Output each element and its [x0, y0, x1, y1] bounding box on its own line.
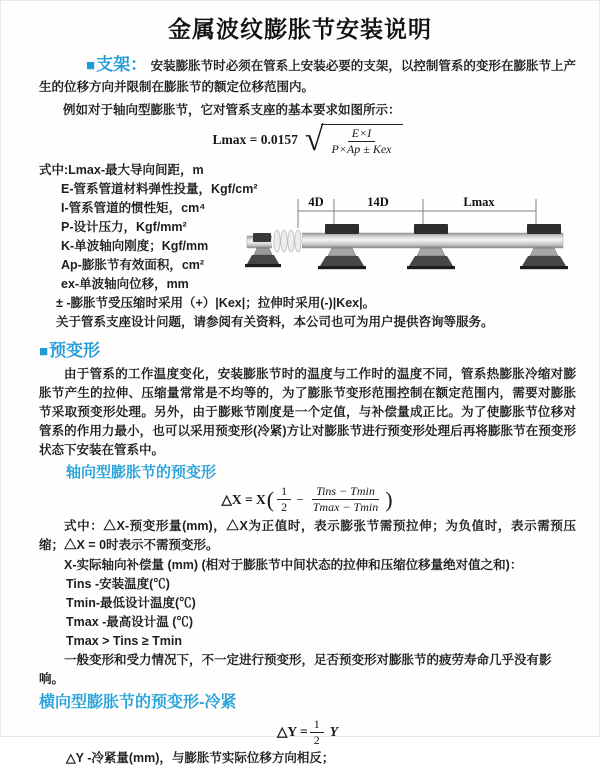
support-heading-label: 支架：: [96, 55, 148, 74]
half-denominator: 2: [313, 732, 320, 747]
temperature-fraction: [309, 485, 382, 514]
service-note: 关于管系支座设计问题，请参阅有关资料，本公司也可为用户提供咨询等服务。: [56, 315, 494, 329]
lmax-formula-lhs: Lmax = 0.0157: [212, 131, 298, 147]
support-intro-text: 安装膨胀节时必须在管系上安装必要的支架，以控制管系的变形在膨胀节上产生的位移方向并限制在膨胀节的额定位移范围内。: [39, 59, 577, 94]
sqrt-radical-icon: √: [304, 120, 324, 158]
lateral-formula-rhs: Y: [329, 724, 338, 739]
lateral-predeform-formula: [39, 718, 576, 746]
predeform-heading-label: 预变形: [49, 340, 101, 360]
pipe-support-diagram: [251, 191, 599, 283]
half-denominator: 2: [281, 500, 288, 514]
minus-sign: −: [296, 491, 304, 507]
half-numerator: 1: [277, 485, 291, 500]
definition-item: ex-单波轴向位移，mm: [61, 276, 189, 291]
open-paren: (: [266, 486, 275, 512]
lateral-formula-lhs: △Y =: [277, 724, 308, 739]
section-square-icon: ■: [86, 57, 96, 74]
temp-definition-item: Tmax -最高设计温 (℃): [66, 615, 194, 629]
definition-item: K-单波轴向刚度；Kgf/mm: [61, 238, 209, 253]
dim-label-4d: 4D: [308, 194, 324, 209]
document-content: [1, 54, 599, 768]
definitions-and-diagram: [39, 161, 576, 294]
axial-general-note: 一般变形和受力情况下，不一定进行预变形，足否预变形对膨胀节的疲劳寿命几乎没有影响。: [39, 653, 552, 686]
sqrt-box: [321, 124, 403, 156]
half-numerator: 1: [310, 718, 324, 733]
axial-predeform-subheading: 轴向型膨胀节的预变形: [66, 463, 217, 481]
plus-minus-note: ± -膨胀节受压缩时采用（+）|Kex|；拉伸时采用(-)|Kex|。: [56, 295, 376, 310]
temperature-numerator: Tins − Tmin: [312, 485, 379, 500]
temp-definition-item: Tmin-最低设计温度(℃): [66, 596, 196, 610]
definition-item: Ap-膨胀节有效面积，cm²: [61, 257, 205, 272]
temperature-denominator: Tmax − Tmin: [312, 500, 379, 514]
temp-definition-item: Tmax > Tins ≥ Tmin: [66, 634, 183, 648]
temp-definition-item: Tins -安装温度(℃): [66, 577, 170, 591]
axial-formula-lhs: △X = X: [221, 491, 266, 507]
section-square-icon: ■: [39, 342, 49, 360]
lmax-formula: [39, 120, 576, 158]
support-intro-paragraph: [39, 54, 576, 98]
definition-item: 式中:Lmax-最大导向间距，m: [39, 162, 204, 177]
lmax-fraction: [328, 127, 396, 156]
lateral-note: △Y -冷紧量(mm)，与膨胀节实际位移方向相反；: [66, 751, 335, 765]
dim-label-lmax: Lmax: [463, 194, 495, 209]
page-title: 金属波纹膨胀节安装说明: [168, 16, 432, 42]
close-paren: ): [385, 486, 393, 512]
half-fraction: [277, 485, 291, 514]
bellows-icon: [272, 228, 302, 254]
definition-item: I-管系管道的惯性矩，cm⁴: [61, 200, 206, 215]
support-example-text: 例如对于轴向型膨胀节，它对管系支座的基本要求如图所示：: [63, 103, 401, 117]
lateral-predeform-subheading: 横向型膨胀节的预变形-冷紧: [39, 694, 237, 711]
predeform-section-heading: [39, 340, 576, 363]
lmax-fraction-numerator: E×I: [348, 127, 375, 142]
lmax-fraction-denominator: P×Ap ± Kex: [331, 141, 392, 156]
definition-item: E-管系管道材料弹性投量，Kgf/cm²: [61, 181, 258, 196]
half-fraction: [310, 718, 324, 747]
dim-label-14d: 14D: [367, 194, 389, 209]
temperature-definitions-list: [39, 575, 576, 651]
pipe: [299, 233, 563, 248]
axial-predeform-formula: [39, 485, 576, 515]
axial-x-definition: X-实际轴向补偿量 (mm) (相对于膨胀节中间状态的拉伸和压缩位移量绝对值之和)：: [64, 557, 523, 572]
predeform-body-paragraph: 由于管系的工作温度变化，安装膨胀节时的温度与工作时的温度不同，管系热膨胀冷缩对膨胀节产生的拉伸、压缩量常常是不均等的，为了膨胀节变形范围控制在额定范围内，需要对膨胀节采取预变形处理。另外，由于膨账节刚度是一个定值，与补偿量成正比。为了使膨胀节位移对管系的作用力最小，也可以采用预变形(冷紧)方让对膨胀节进行预变形处理后再将膨胀节在预变形状态下安装在管系中。: [39, 366, 576, 457]
axial-explain-paragraph: 式中：△X-预变形量(mm)，△X为正值时，表示膨张节需预拉伸；为负值时，表示需预压缩；△X = 0时表示不需预变形。: [39, 518, 576, 552]
definition-item: P-设计压力，Kgf/mm²: [61, 219, 187, 234]
support-section-heading: [86, 55, 147, 74]
